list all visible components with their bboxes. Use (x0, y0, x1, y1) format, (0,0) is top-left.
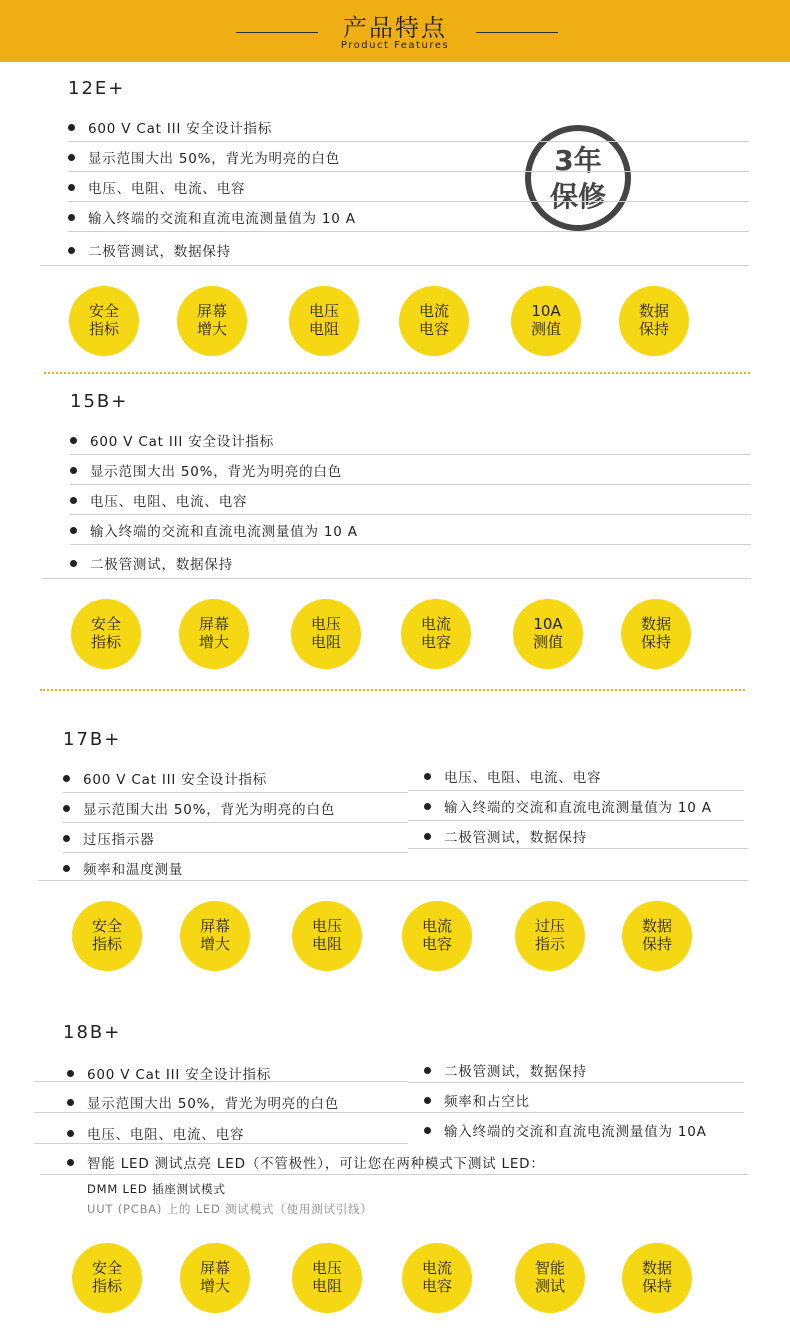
feature-row (408, 761, 744, 791)
feature-badge (180, 1243, 250, 1313)
badge-line-1: 10A (533, 615, 563, 633)
sub-feature-line: UUT (PCBA) 上的 LED 测试模式（使用测试引线） (87, 1202, 373, 1216)
badge-line-1: 电流 (420, 615, 451, 633)
badge-line-1: 安全 (88, 302, 119, 320)
feature-text: 智能 LED 测试点亮 LED（不管极性），可让您在两种模式下测试 LED： (87, 1156, 545, 1172)
model-title-12e: 12E+ (68, 78, 126, 99)
badge-line-1: 屏幕 (196, 302, 227, 320)
feature-row (408, 791, 744, 821)
badge-line-2: 增大 (196, 320, 227, 338)
badge-line-1: 智能 (534, 1259, 565, 1277)
badge-line-2: 保持 (641, 935, 672, 953)
feature-row (70, 425, 751, 455)
badge-line-1: 数据 (641, 917, 672, 935)
feature-text: 显示范围大出 50%，背光为明亮的白色 (88, 151, 340, 167)
page-title: 产品特点 (343, 14, 447, 42)
badge-line-2: 电阻 (311, 1277, 342, 1295)
feature-row (63, 793, 408, 823)
stamp-line-2: 保修 (549, 180, 607, 213)
model-title-15b: 15B+ (70, 391, 129, 412)
feature-badge (622, 1243, 692, 1313)
badge-line-2: 指标 (90, 633, 121, 651)
feature-row (40, 1146, 748, 1175)
feature-badge (292, 901, 362, 971)
badge-line-2: 测值 (532, 633, 563, 651)
feature-text: 二极管测试，数据保持 (444, 1064, 587, 1080)
feature-row (408, 1083, 744, 1113)
model-title-17b: 17B+ (63, 729, 122, 750)
badge-line-1: 电压 (311, 917, 342, 935)
feature-text: 输入终端的交流和直流电流测量值为 10A (444, 1124, 707, 1140)
feature-badge (177, 286, 247, 356)
badge-line-2: 电容 (421, 935, 452, 953)
badge-line-2: 指标 (91, 1277, 122, 1295)
feature-text: 电压、电阻、电流、电容 (87, 1127, 245, 1143)
badge-line-1: 电流 (421, 917, 452, 935)
bullet-dot (68, 154, 75, 161)
bullet-dot (70, 437, 77, 444)
bullet-dot (70, 527, 77, 534)
badge-line-1: 电压 (311, 1259, 342, 1277)
bullet-dot (424, 1097, 431, 1104)
feature-text: 输入终端的交流和直流电流测量值为 10 A (88, 211, 356, 227)
feature-badge (513, 599, 583, 669)
bullet-dot (70, 467, 77, 474)
badge-line-2: 电容 (418, 320, 449, 338)
feature-row (63, 823, 408, 853)
badge-line-2: 保持 (641, 1277, 672, 1295)
badge-line-1: 屏幕 (199, 1259, 230, 1277)
header-rule-right (476, 32, 558, 33)
badge-line-2: 指标 (88, 320, 119, 338)
feature-badge (619, 286, 689, 356)
bullet-dot (63, 835, 70, 842)
section-separator (40, 689, 745, 691)
feature-text: 过压指示器 (83, 832, 155, 848)
bullet-dot (63, 865, 70, 872)
feature-badge (72, 1243, 142, 1313)
bullet-dot (68, 124, 75, 131)
badge-line-1: 数据 (641, 1259, 672, 1277)
bullet-dot (424, 833, 431, 840)
feature-badge (179, 599, 249, 669)
feature-text: 电压、电阻、电流、电容 (90, 494, 248, 510)
bullet-dot (424, 803, 431, 810)
feature-row (70, 455, 751, 485)
feature-text: 输入终端的交流和直流电流测量值为 10 A (444, 800, 712, 816)
badge-line-2: 测试 (534, 1277, 565, 1295)
feature-badge (621, 599, 691, 669)
badge-line-1: 10A (531, 302, 561, 320)
feature-row (68, 112, 749, 142)
feature-badge (622, 901, 692, 971)
feature-badge (399, 286, 469, 356)
feature-row (63, 763, 408, 793)
feature-badge (402, 1243, 472, 1313)
badge-line-1: 电流 (418, 302, 449, 320)
feature-row (38, 853, 748, 881)
bullet-dot (63, 805, 70, 812)
feature-badge (289, 286, 359, 356)
bullet-dot (68, 214, 75, 221)
feature-row (68, 142, 749, 172)
feature-text: 频率和温度测量 (83, 862, 184, 878)
feature-text: 600 V Cat III 安全设计指标 (83, 772, 268, 788)
feature-text: 显示范围大出 50%，背光为明亮的白色 (90, 464, 342, 480)
badge-line-2: 保持 (640, 633, 671, 651)
badge-line-2: 指示 (534, 935, 565, 953)
badge-line-1: 安全 (90, 615, 121, 633)
feature-text: 600 V Cat III 安全设计指标 (90, 434, 275, 450)
bullet-dot (424, 1127, 431, 1134)
section-separator (44, 372, 750, 374)
stamp-line-1: 3年 (554, 144, 602, 177)
bullet-dot (70, 497, 77, 504)
feature-badge (515, 901, 585, 971)
badge-line-1: 数据 (638, 302, 669, 320)
feature-text: 显示范围大出 50%，背光为明亮的白色 (83, 802, 335, 818)
feature-badge (71, 599, 141, 669)
feature-text: 显示范围大出 50%，背光为明亮的白色 (87, 1096, 339, 1112)
badge-line-1: 安全 (91, 1259, 122, 1277)
feature-badge (515, 1243, 585, 1313)
feature-badge (69, 286, 139, 356)
feature-badge (180, 901, 250, 971)
bullet-dot (424, 1067, 431, 1074)
feature-row (42, 548, 751, 579)
model-title-18b: 18B+ (63, 1022, 122, 1043)
badge-line-1: 安全 (91, 917, 122, 935)
header-banner (0, 0, 790, 62)
feature-row (34, 1059, 408, 1082)
badge-line-2: 电阻 (308, 320, 339, 338)
feature-badge (511, 286, 581, 356)
feature-text: 二极管测试，数据保持 (444, 830, 587, 846)
badge-line-2: 增大 (198, 633, 229, 651)
badge-line-2: 增大 (199, 935, 230, 953)
badge-line-1: 过压 (534, 917, 565, 935)
badge-line-2: 电阻 (310, 633, 341, 651)
badge-line-2: 增大 (199, 1277, 230, 1295)
feature-text: 输入终端的交流和直流电流测量值为 10 A (90, 524, 358, 540)
feature-badge (291, 599, 361, 669)
feature-text: 二极管测试，数据保持 (90, 557, 233, 573)
bullet-dot (424, 773, 431, 780)
bullet-dot (67, 1070, 74, 1077)
feature-row (68, 202, 749, 232)
badge-line-1: 电压 (308, 302, 339, 320)
feature-row (40, 235, 749, 266)
feature-row (408, 1113, 748, 1143)
page-subtitle: Product Features (340, 40, 450, 51)
sub-feature-line: DMM LED 插座测试模式 (87, 1182, 226, 1196)
feature-badge (401, 599, 471, 669)
feature-text: 600 V Cat III 安全设计指标 (87, 1067, 272, 1083)
feature-text: 600 V Cat III 安全设计指标 (88, 121, 273, 137)
bullet-dot (70, 560, 77, 567)
badge-line-2: 保持 (638, 320, 669, 338)
badge-line-1: 数据 (640, 615, 671, 633)
bullet-dot (68, 247, 75, 254)
badge-line-1: 电流 (421, 1259, 452, 1277)
badge-line-2: 电阻 (311, 935, 342, 953)
feature-row (34, 1113, 408, 1144)
feature-text: 二极管测试，数据保持 (88, 244, 231, 260)
feature-row (34, 1082, 408, 1113)
bullet-dot (67, 1099, 74, 1106)
badge-line-1: 屏幕 (198, 615, 229, 633)
badge-line-2: 电容 (420, 633, 451, 651)
feature-text: 电压、电阻、电流、电容 (88, 181, 246, 197)
bullet-dot (63, 775, 70, 782)
feature-badge (402, 901, 472, 971)
feature-badge (292, 1243, 362, 1313)
feature-text: 电压、电阻、电流、电容 (444, 770, 602, 786)
feature-row (408, 821, 748, 849)
feature-badge (72, 901, 142, 971)
feature-row (70, 485, 751, 515)
feature-row (68, 172, 749, 202)
badge-line-2: 指标 (91, 935, 122, 953)
badge-line-2: 电容 (421, 1277, 452, 1295)
bullet-dot (68, 184, 75, 191)
bullet-dot (67, 1159, 74, 1166)
feature-row (408, 1058, 744, 1083)
bullet-dot (67, 1130, 74, 1137)
badge-line-2: 测值 (530, 320, 561, 338)
badge-line-1: 电压 (310, 615, 341, 633)
badge-line-1: 屏幕 (199, 917, 230, 935)
feature-row (70, 515, 751, 545)
feature-text: 频率和占空比 (444, 1094, 530, 1110)
